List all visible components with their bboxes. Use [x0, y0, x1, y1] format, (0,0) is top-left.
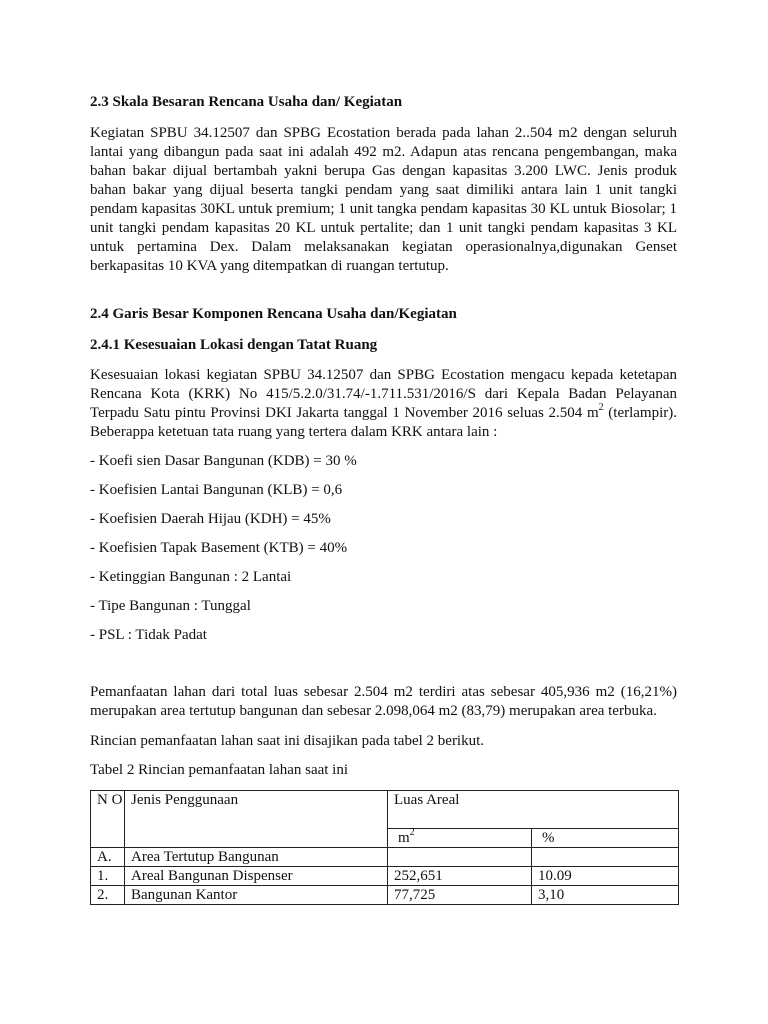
header-pct: % — [532, 829, 679, 848]
land-use-table — [90, 790, 679, 905]
header-jenis: Jenis Penggunaan — [125, 791, 388, 848]
krk-item: - Koefisien Daerah Hijau (KDH) = 45% — [90, 511, 331, 527]
header-no: N O — [91, 791, 125, 848]
section-2-4-1-heading: 2.4.1 Kesesuaian Lokasi dengan Tatat Ruang — [90, 337, 378, 353]
header-m2 — [388, 829, 532, 848]
table-row — [91, 867, 679, 886]
cell-jenis: Bangunan Kantor — [125, 886, 388, 905]
cell-m2: 252,651 — [388, 867, 532, 886]
cell-jenis: Areal Bangunan Dispenser — [125, 867, 388, 886]
cell-pct: 10.09 — [532, 867, 679, 886]
section-2-3-paragraph: Kegiatan SPBU 34.12507 dan SPBG Ecostation berada pada lahan 2..504 m2 dengan seluruh lantai yang dibangun pada saat ini adalah 492 m2. Adapun atas rencana pengembangan, maka bahan bakar dijual bertambah yakni berupa Gas dengan kapasitas 3.200 LWC. Jenis produk bahan bakar yang dijual beserta tangki pendam yang saat dimiliki antara lain 1 unit tangki pendam kapasitas 30KL untuk premium; 1 unit tangka pendam kapasitas 30 KL untuk Biosolar; 1 unit tangki pendam kapasitas 20 KL untuk pertalite; dan 1 unit tangki pendam kapasitas 3 KL untuk pertamina Dex. Dalam melaksanakan kegiatan operasionalnya,digunakan Genset berkapasitas 10 KVA yang ditempatkan di ruangan tertutup. — [90, 125, 677, 274]
header-m2-text: m — [398, 830, 410, 846]
krk-item: - Koefisien Tapak Basement (KTB) = 40% — [90, 540, 348, 556]
document-body — [90, 93, 677, 905]
section-2-4-heading: 2.4 Garis Besar Komponen Rencana Usaha dan/Kegiatan — [90, 306, 457, 322]
header-luas: Luas Areal — [388, 791, 679, 829]
krk-item: - PSL : Tidak Padat — [90, 627, 207, 643]
section-2-4-1-paragraph — [90, 366, 677, 442]
krk-item: - Tipe Bangunan : Tunggal — [90, 598, 251, 614]
paragraph-main-text: Kesesuaian lokasi kegiatan SPBU 34.12507 dan SPBG Ecostation mengacu kepada ketetapan Rencana Kota (KRK) No 415/5.2.0/31.74/-1.711.531/2016/S dari Kepala Badan Pelayanan Terpadu Satu pintu Provinsi DKI Jakarta tanggal 1 November 2016 seluas 2.504 m — [90, 367, 677, 421]
table-header-row — [91, 791, 679, 829]
cell-pct: 3,10 — [532, 886, 679, 905]
krk-item: - Koefisien Lantai Bangunan (KLB) = 0,6 — [90, 482, 343, 498]
table-intro-paragraph: Rincian pemanfaatan lahan saat ini disajikan pada tabel 2 berikut. — [90, 733, 485, 749]
krk-item: - Ketinggian Bangunan : 2 Lantai — [90, 569, 292, 585]
land-use-paragraph: Pemanfaatan lahan dari total luas sebesar 2.504 m2 terdiri atas sebesar 405,936 m2 (16,21%) merupakan area tertutup bangunan dan sebesar 2.098,064 m2 (83,79) merupakan area terbuka. — [90, 684, 677, 719]
superscript-2: 2 — [598, 402, 604, 413]
cell-no: 1. — [91, 867, 125, 886]
header-m2-sup: 2 — [409, 827, 415, 838]
section-2-3-heading: 2.3 Skala Besaran Rencana Usaha dan/ Kegiatan — [90, 94, 403, 110]
cell-m2: 77,725 — [388, 886, 532, 905]
cell-no: A. — [91, 848, 125, 867]
cell-jenis: Area Tertutup Bangunan — [125, 848, 388, 867]
table-row — [91, 886, 679, 905]
table-row — [91, 848, 679, 867]
krk-item: - Koefi sien Dasar Bangunan (KDB) = 30 % — [90, 453, 357, 469]
cell-m2 — [388, 848, 532, 867]
cell-pct — [532, 848, 679, 867]
cell-no: 2. — [91, 886, 125, 905]
table-caption: Tabel 2 Rincian pemanfaatan lahan saat ini — [90, 762, 349, 778]
paragraph-tail-text: (terlampir). Beberappa ketetuan tata ruang yang tertera dalam KRK antara lain : — [90, 405, 678, 440]
